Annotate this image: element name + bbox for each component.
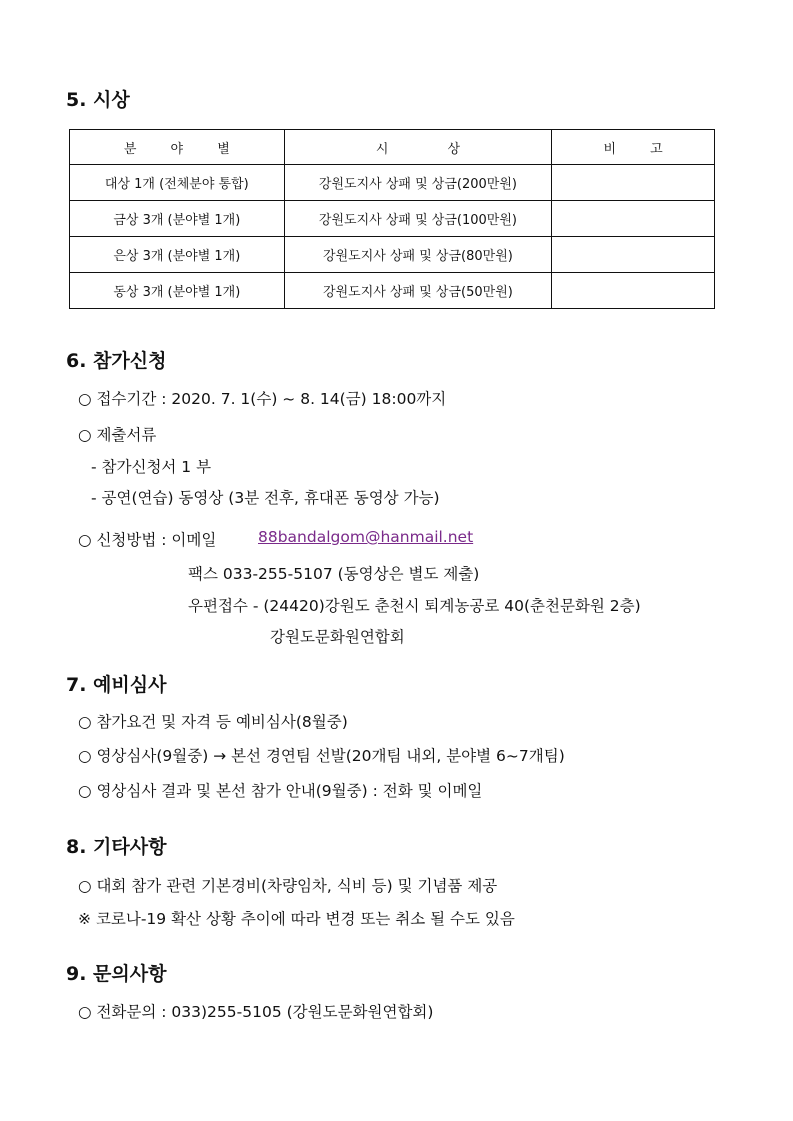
inquiry-phone: ○ 전화문의 : 033)255-5105 (강원도문화원연합회) — [78, 1003, 434, 1021]
submission-docs-title: ○ 제출서류 — [78, 426, 157, 444]
table-row — [70, 165, 715, 201]
other-notice: ※ 코로나-19 확산 상황 추이에 따라 변경 또는 취소 될 수도 있음 — [78, 910, 515, 928]
section-title-awards: 5. 시상 — [66, 89, 130, 111]
cell-prize: 강원도지사 상패 및 상금(50만원) — [284, 273, 552, 309]
cell-category: 금상 3개 (분야별 1개) — [70, 201, 285, 237]
table-row — [70, 273, 715, 309]
section-title-other: 8. 기타사항 — [66, 836, 167, 858]
table-header-row — [70, 130, 715, 165]
cell-note — [552, 201, 715, 237]
application-method-label: ○ 신청방법 : 이메일 — [78, 531, 217, 549]
fax-info: 팩스 033-255-5107 (동영상은 별도 제출) — [188, 565, 480, 583]
cell-note — [552, 273, 715, 309]
awards-table — [69, 129, 715, 309]
cell-note — [552, 237, 715, 273]
cell-prize: 강원도지사 상패 및 상금(200만원) — [284, 165, 552, 201]
cell-prize: 강원도지사 상패 및 상금(80만원) — [284, 237, 552, 273]
submission-doc-item: - 참가신청서 1 부 — [91, 458, 212, 476]
cell-category: 대상 1개 (전체분야 통합) — [70, 165, 285, 201]
section-title-inquiry: 9. 문의사항 — [66, 963, 167, 985]
column-header-field: 분 야 별 — [70, 130, 285, 165]
column-header-award: 시 상 — [284, 130, 552, 165]
section-title-preliminary: 7. 예비심사 — [66, 674, 167, 696]
postal-organization: 강원도문화원연합회 — [270, 628, 405, 646]
other-item: ○ 대회 참가 관련 기본경비(차량임차, 식비 등) 및 기념품 제공 — [78, 877, 498, 895]
cell-category: 은상 3개 (분야별 1개) — [70, 237, 285, 273]
table-row — [70, 201, 715, 237]
preliminary-item: ○ 참가요건 및 자격 등 예비심사(8월중) — [78, 713, 348, 731]
application-period: ○ 접수기간 : 2020. 7. 1(수) ~ 8. 14(금) 18:00까지 — [78, 390, 447, 408]
cell-category: 동상 3개 (분야별 1개) — [70, 273, 285, 309]
preliminary-item: ○ 영상심사(9월중) → 본선 경연팀 선발(20개팀 내외, 분야별 6~7개팀) — [78, 747, 565, 765]
submission-doc-item: - 공연(연습) 동영상 (3분 전후, 휴대폰 동영상 가능) — [91, 489, 440, 507]
preliminary-item: ○ 영상심사 결과 및 본선 참가 안내(9월중) : 전화 및 이메일 — [78, 782, 483, 800]
cell-prize: 강원도지사 상패 및 상금(100만원) — [284, 201, 552, 237]
cell-note — [552, 165, 715, 201]
email-link[interactable]: 88bandalgom@hanmail.net — [258, 528, 474, 546]
postal-info: 우편접수 - (24420)강원도 춘천시 퇴계농공로 40(춘천문화원 2층) — [188, 597, 641, 615]
section-title-application: 6. 참가신청 — [66, 350, 167, 372]
column-header-note: 비 고 — [552, 130, 715, 165]
table-row — [70, 237, 715, 273]
